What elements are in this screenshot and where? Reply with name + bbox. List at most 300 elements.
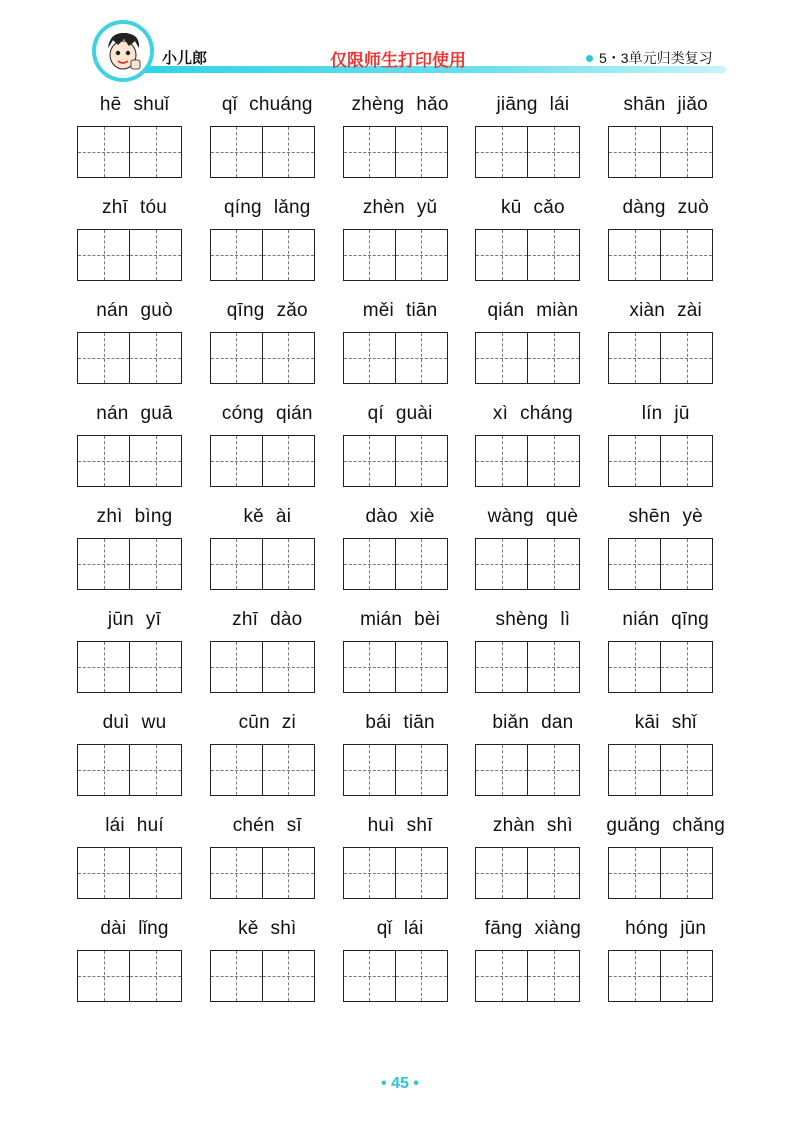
pinyin-syllable: xì [492, 403, 509, 424]
pinyin-syllable: yǔ [416, 197, 438, 218]
writing-box[interactable] [210, 538, 315, 590]
character-square[interactable] [262, 745, 314, 795]
pinyin-label [334, 918, 467, 940]
character-square[interactable] [527, 333, 579, 383]
pinyin-label [68, 815, 201, 837]
writing-box[interactable] [608, 332, 713, 384]
pinyin-syllable: qí [367, 403, 384, 424]
writing-box[interactable] [608, 847, 713, 899]
character-square[interactable] [78, 333, 129, 383]
pinyin-syllable: kū [501, 197, 522, 218]
pinyin-label [599, 197, 732, 219]
pinyin-label [599, 94, 732, 116]
word-item [68, 197, 201, 300]
character-square[interactable] [78, 951, 129, 1001]
pinyin-syllable: shī [406, 815, 433, 836]
pinyin-syllable: xiàn [629, 300, 666, 321]
pinyin-syllable: kě [243, 506, 264, 527]
pinyin-syllable: fāng [484, 918, 523, 939]
word-item [466, 94, 599, 197]
pinyin-label [68, 300, 201, 322]
pinyin-syllable: cǎo [533, 197, 565, 218]
writing-box[interactable] [210, 744, 315, 796]
pinyin-label [201, 403, 334, 425]
pinyin-syllable: tiān [403, 712, 435, 733]
print-notice: 仅限师生打印使用 [330, 51, 466, 70]
pinyin-syllable: dào [365, 506, 398, 527]
word-item [466, 403, 599, 506]
character-square[interactable] [78, 745, 129, 795]
word-item [201, 197, 334, 300]
word-item [201, 918, 334, 1021]
character-square[interactable] [476, 127, 527, 177]
word-item [334, 94, 467, 197]
mascot-logo-icon [92, 20, 154, 82]
character-square[interactable] [476, 333, 527, 383]
pinyin-label [334, 609, 467, 631]
pinyin-label [599, 300, 732, 322]
character-square[interactable] [395, 745, 447, 795]
word-item [334, 197, 467, 300]
pinyin-syllable: nán [96, 403, 129, 424]
pinyin-syllable: hóng [625, 918, 669, 939]
writing-box[interactable] [475, 950, 580, 1002]
writing-box[interactable] [77, 744, 182, 796]
character-square[interactable] [344, 951, 395, 1001]
writing-box[interactable] [475, 538, 580, 590]
character-square[interactable] [262, 230, 314, 280]
pinyin-syllable: lái [403, 918, 424, 939]
pinyin-syllable: lǐng [138, 918, 169, 939]
character-square[interactable] [395, 539, 447, 589]
pinyin-label [334, 815, 467, 837]
character-square[interactable] [78, 848, 129, 898]
character-square[interactable] [129, 333, 181, 383]
pinyin-syllable: nán [96, 300, 129, 321]
word-item [599, 300, 732, 403]
character-square[interactable] [660, 127, 712, 177]
pinyin-label [466, 94, 599, 116]
character-square[interactable] [262, 436, 314, 486]
character-square[interactable] [344, 230, 395, 280]
character-square[interactable] [78, 230, 129, 280]
character-square[interactable] [262, 539, 314, 589]
pinyin-syllable: shuǐ [133, 94, 170, 115]
pinyin-syllable: lì [560, 609, 571, 630]
word-item [68, 94, 201, 197]
pinyin-syllable: qǐ [221, 94, 238, 115]
word-item [201, 712, 334, 815]
worksheet-row [68, 94, 732, 197]
pinyin-syllable: zǎo [276, 300, 308, 321]
character-square[interactable] [527, 745, 579, 795]
writing-box[interactable] [608, 744, 713, 796]
pinyin-label [68, 918, 201, 940]
pinyin-syllable: bèi [414, 609, 441, 630]
character-square[interactable] [395, 333, 447, 383]
writing-box[interactable] [343, 847, 448, 899]
pinyin-label [201, 300, 334, 322]
word-item [599, 197, 732, 300]
pinyin-label [68, 403, 201, 425]
character-square[interactable] [344, 642, 395, 692]
pinyin-syllable: tiān [405, 300, 438, 321]
pinyin-syllable: tóu [139, 197, 167, 218]
pinyin-label [201, 815, 334, 837]
pinyin-syllable: zài [677, 300, 702, 321]
character-square[interactable] [344, 848, 395, 898]
pinyin-syllable: cháng [520, 403, 573, 424]
pinyin-syllable: duì [102, 712, 130, 733]
pinyin-syllable: jū [674, 403, 690, 424]
character-square[interactable] [78, 642, 129, 692]
writing-box[interactable] [210, 435, 315, 487]
character-square[interactable] [129, 127, 181, 177]
word-item [466, 815, 599, 918]
pinyin-label [334, 94, 467, 116]
word-item [599, 712, 732, 815]
writing-box[interactable] [475, 332, 580, 384]
pinyin-syllable: zhī [102, 197, 128, 218]
pinyin-syllable: zhī [232, 609, 259, 630]
character-square[interactable] [476, 436, 527, 486]
worksheet-row [68, 815, 732, 918]
word-item [334, 609, 467, 712]
character-square[interactable] [609, 127, 660, 177]
character-square[interactable] [609, 333, 660, 383]
character-square[interactable] [344, 127, 395, 177]
pinyin-syllable: zhàn [492, 815, 535, 836]
pinyin-syllable: chǎng [672, 815, 725, 836]
word-item [334, 918, 467, 1021]
character-square[interactable] [262, 642, 314, 692]
character-square[interactable] [527, 230, 579, 280]
page-number: • 45 • [381, 1075, 419, 1092]
word-item [201, 506, 334, 609]
character-square[interactable] [395, 642, 447, 692]
worksheet-row [68, 712, 732, 815]
pinyin-syllable: zi [281, 712, 296, 733]
character-square[interactable] [609, 436, 660, 486]
character-square[interactable] [129, 230, 181, 280]
word-item [68, 403, 201, 506]
writing-box[interactable] [210, 641, 315, 693]
character-square[interactable] [211, 745, 262, 795]
writing-box[interactable] [210, 126, 315, 178]
word-item [599, 815, 732, 918]
writing-box[interactable] [77, 332, 182, 384]
character-square[interactable] [129, 848, 181, 898]
pinyin-syllable: shǐ [671, 712, 697, 733]
word-item [599, 403, 732, 506]
pinyin-label [334, 197, 467, 219]
character-square[interactable] [476, 230, 527, 280]
character-square[interactable] [344, 539, 395, 589]
character-square[interactable] [609, 230, 660, 280]
pinyin-syllable: shì [546, 815, 573, 836]
word-item [334, 300, 467, 403]
writing-box[interactable] [475, 641, 580, 693]
pinyin-syllable: shān [623, 94, 666, 115]
writing-box[interactable] [608, 641, 713, 693]
pinyin-syllable: lín [641, 403, 663, 424]
pinyin-label [466, 300, 599, 322]
writing-box[interactable] [77, 126, 182, 178]
character-square[interactable] [211, 230, 262, 280]
character-square[interactable] [129, 951, 181, 1001]
character-square[interactable] [211, 848, 262, 898]
word-item [201, 300, 334, 403]
pinyin-syllable: dài [100, 918, 127, 939]
pinyin-syllable: cóng [221, 403, 264, 424]
pinyin-syllable: qīng [671, 609, 709, 630]
pinyin-syllable: yè [682, 506, 703, 527]
worksheet-row [68, 609, 732, 712]
writing-box[interactable] [343, 641, 448, 693]
character-square[interactable] [660, 642, 712, 692]
character-square[interactable] [395, 848, 447, 898]
character-square[interactable] [609, 951, 660, 1001]
pinyin-syllable: què [545, 506, 579, 527]
pinyin-label [334, 300, 467, 322]
writing-box[interactable] [343, 435, 448, 487]
character-square[interactable] [609, 539, 660, 589]
pinyin-syllable: xiè [409, 506, 435, 527]
writing-box[interactable] [343, 744, 448, 796]
pinyin-syllable: chuáng [249, 94, 313, 115]
character-square[interactable] [660, 951, 712, 1001]
writing-box[interactable] [608, 126, 713, 178]
character-square[interactable] [660, 745, 712, 795]
pinyin-label [201, 918, 334, 940]
character-square[interactable] [129, 745, 181, 795]
pinyin-syllable: biǎn [492, 712, 530, 733]
pinyin-syllable: měi [362, 300, 394, 321]
writing-box[interactable] [77, 538, 182, 590]
word-item [466, 712, 599, 815]
pinyin-label [466, 712, 599, 734]
pinyin-syllable: qǐ [376, 918, 392, 939]
pinyin-label [68, 506, 201, 528]
word-item [201, 815, 334, 918]
character-square[interactable] [395, 127, 447, 177]
character-square[interactable] [78, 436, 129, 486]
word-item [334, 403, 467, 506]
writing-box[interactable] [77, 641, 182, 693]
pinyin-label [68, 609, 201, 631]
character-square[interactable] [211, 642, 262, 692]
character-square[interactable] [660, 539, 712, 589]
pinyin-label [466, 918, 599, 940]
character-square[interactable] [476, 745, 527, 795]
character-square[interactable] [78, 539, 129, 589]
character-square[interactable] [527, 642, 579, 692]
pinyin-syllable: jūn [680, 918, 707, 939]
character-square[interactable] [476, 642, 527, 692]
pinyin-syllable: miàn [536, 300, 579, 321]
word-item [201, 94, 334, 197]
writing-box[interactable] [475, 229, 580, 281]
character-square[interactable] [262, 333, 314, 383]
word-item [68, 506, 201, 609]
pinyin-syllable: qīng [226, 300, 265, 321]
character-square[interactable] [344, 745, 395, 795]
character-square[interactable] [476, 539, 527, 589]
word-item [599, 918, 732, 1021]
word-item [68, 609, 201, 712]
pinyin-syllable: qíng [224, 197, 262, 218]
pinyin-label [599, 403, 732, 425]
character-square[interactable] [344, 333, 395, 383]
writing-box[interactable] [475, 435, 580, 487]
character-square[interactable] [78, 127, 129, 177]
writing-box[interactable] [343, 538, 448, 590]
pinyin-label [599, 918, 732, 940]
character-square[interactable] [262, 848, 314, 898]
pinyin-syllable: ài [275, 506, 292, 527]
pinyin-syllable: jiāng [496, 94, 538, 115]
character-square[interactable] [660, 333, 712, 383]
pinyin-label [68, 94, 201, 116]
bullet-icon [586, 55, 593, 62]
pinyin-syllable: guǎng [606, 815, 661, 836]
character-square[interactable] [527, 127, 579, 177]
unit-title-text: 5・3单元归类复习 [599, 50, 713, 66]
pinyin-syllable: shēn [628, 506, 671, 527]
character-square[interactable] [211, 539, 262, 589]
writing-box[interactable] [210, 950, 315, 1002]
pinyin-label [599, 506, 732, 528]
page-header [0, 0, 800, 90]
pinyin-label [466, 403, 599, 425]
word-item [334, 815, 467, 918]
word-item [466, 300, 599, 403]
pinyin-syllable: shì [270, 918, 297, 939]
writing-box[interactable] [77, 229, 182, 281]
pinyin-syllable: chén [232, 815, 275, 836]
pinyin-syllable: dan [541, 712, 574, 733]
writing-box[interactable] [608, 435, 713, 487]
pinyin-syllable: dàng [622, 197, 666, 218]
word-item [599, 609, 732, 712]
pinyin-syllable: nián [622, 609, 660, 630]
character-square[interactable] [211, 436, 262, 486]
pinyin-label [201, 609, 334, 631]
writing-box[interactable] [475, 744, 580, 796]
word-item [68, 918, 201, 1021]
writing-box[interactable] [210, 332, 315, 384]
worksheet-row [68, 918, 732, 1021]
character-square[interactable] [211, 127, 262, 177]
pinyin-syllable: xiàng [534, 918, 581, 939]
word-item [334, 712, 467, 815]
writing-box[interactable] [475, 847, 580, 899]
character-square[interactable] [262, 127, 314, 177]
brand-name: 小儿郎 [162, 50, 208, 67]
pinyin-syllable: hǎo [416, 94, 449, 115]
writing-box[interactable] [475, 126, 580, 178]
character-square[interactable] [129, 539, 181, 589]
pinyin-label [466, 197, 599, 219]
pinyin-syllable: cūn [238, 712, 270, 733]
pinyin-syllable: kāi [634, 712, 660, 733]
character-square[interactable] [476, 848, 527, 898]
character-square[interactable] [609, 642, 660, 692]
writing-box[interactable] [343, 126, 448, 178]
character-square[interactable] [527, 539, 579, 589]
pinyin-syllable: sī [286, 815, 302, 836]
word-item [334, 506, 467, 609]
character-square[interactable] [660, 848, 712, 898]
writing-box[interactable] [77, 847, 182, 899]
pinyin-syllable: mián [360, 609, 403, 630]
character-square[interactable] [211, 951, 262, 1001]
pinyin-syllable: guò [140, 300, 173, 321]
worksheet-row [68, 403, 732, 506]
character-square[interactable] [211, 333, 262, 383]
character-square[interactable] [527, 436, 579, 486]
character-square[interactable] [395, 951, 447, 1001]
character-square[interactable] [129, 642, 181, 692]
pinyin-label [201, 197, 334, 219]
writing-box[interactable] [210, 229, 315, 281]
writing-box[interactable] [77, 435, 182, 487]
pinyin-syllable: guài [395, 403, 433, 424]
pinyin-syllable: bái [365, 712, 392, 733]
word-item [599, 94, 732, 197]
character-square[interactable] [527, 951, 579, 1001]
character-square[interactable] [344, 436, 395, 486]
character-square[interactable] [262, 951, 314, 1001]
worksheet-row [68, 300, 732, 403]
pinyin-syllable: guā [140, 403, 173, 424]
word-item [68, 300, 201, 403]
word-item [599, 506, 732, 609]
writing-box[interactable] [608, 538, 713, 590]
writing-box[interactable] [343, 950, 448, 1002]
writing-box[interactable] [608, 950, 713, 1002]
writing-box[interactable] [77, 950, 182, 1002]
pinyin-syllable: dào [270, 609, 303, 630]
pinyin-syllable: lǎng [273, 197, 311, 218]
character-square[interactable] [129, 436, 181, 486]
pinyin-syllable: lái [105, 815, 125, 836]
writing-box[interactable] [343, 229, 448, 281]
pinyin-label [334, 712, 467, 734]
character-square[interactable] [527, 848, 579, 898]
character-square[interactable] [660, 230, 712, 280]
pinyin-syllable: bìng [134, 506, 173, 527]
pinyin-label [68, 197, 201, 219]
pinyin-syllable: wu [141, 712, 167, 733]
pinyin-syllable: wàng [487, 506, 534, 527]
word-item [68, 712, 201, 815]
pinyin-syllable: shèng [495, 609, 549, 630]
character-square[interactable] [609, 745, 660, 795]
character-square[interactable] [609, 848, 660, 898]
pinyin-label [466, 506, 599, 528]
writing-box[interactable] [608, 229, 713, 281]
character-square[interactable] [395, 436, 447, 486]
pinyin-label [334, 506, 467, 528]
character-square[interactable] [660, 436, 712, 486]
writing-box[interactable] [210, 847, 315, 899]
writing-box[interactable] [343, 332, 448, 384]
pinyin-label [466, 609, 599, 631]
pinyin-label [201, 94, 334, 116]
character-square[interactable] [476, 951, 527, 1001]
character-square[interactable] [395, 230, 447, 280]
